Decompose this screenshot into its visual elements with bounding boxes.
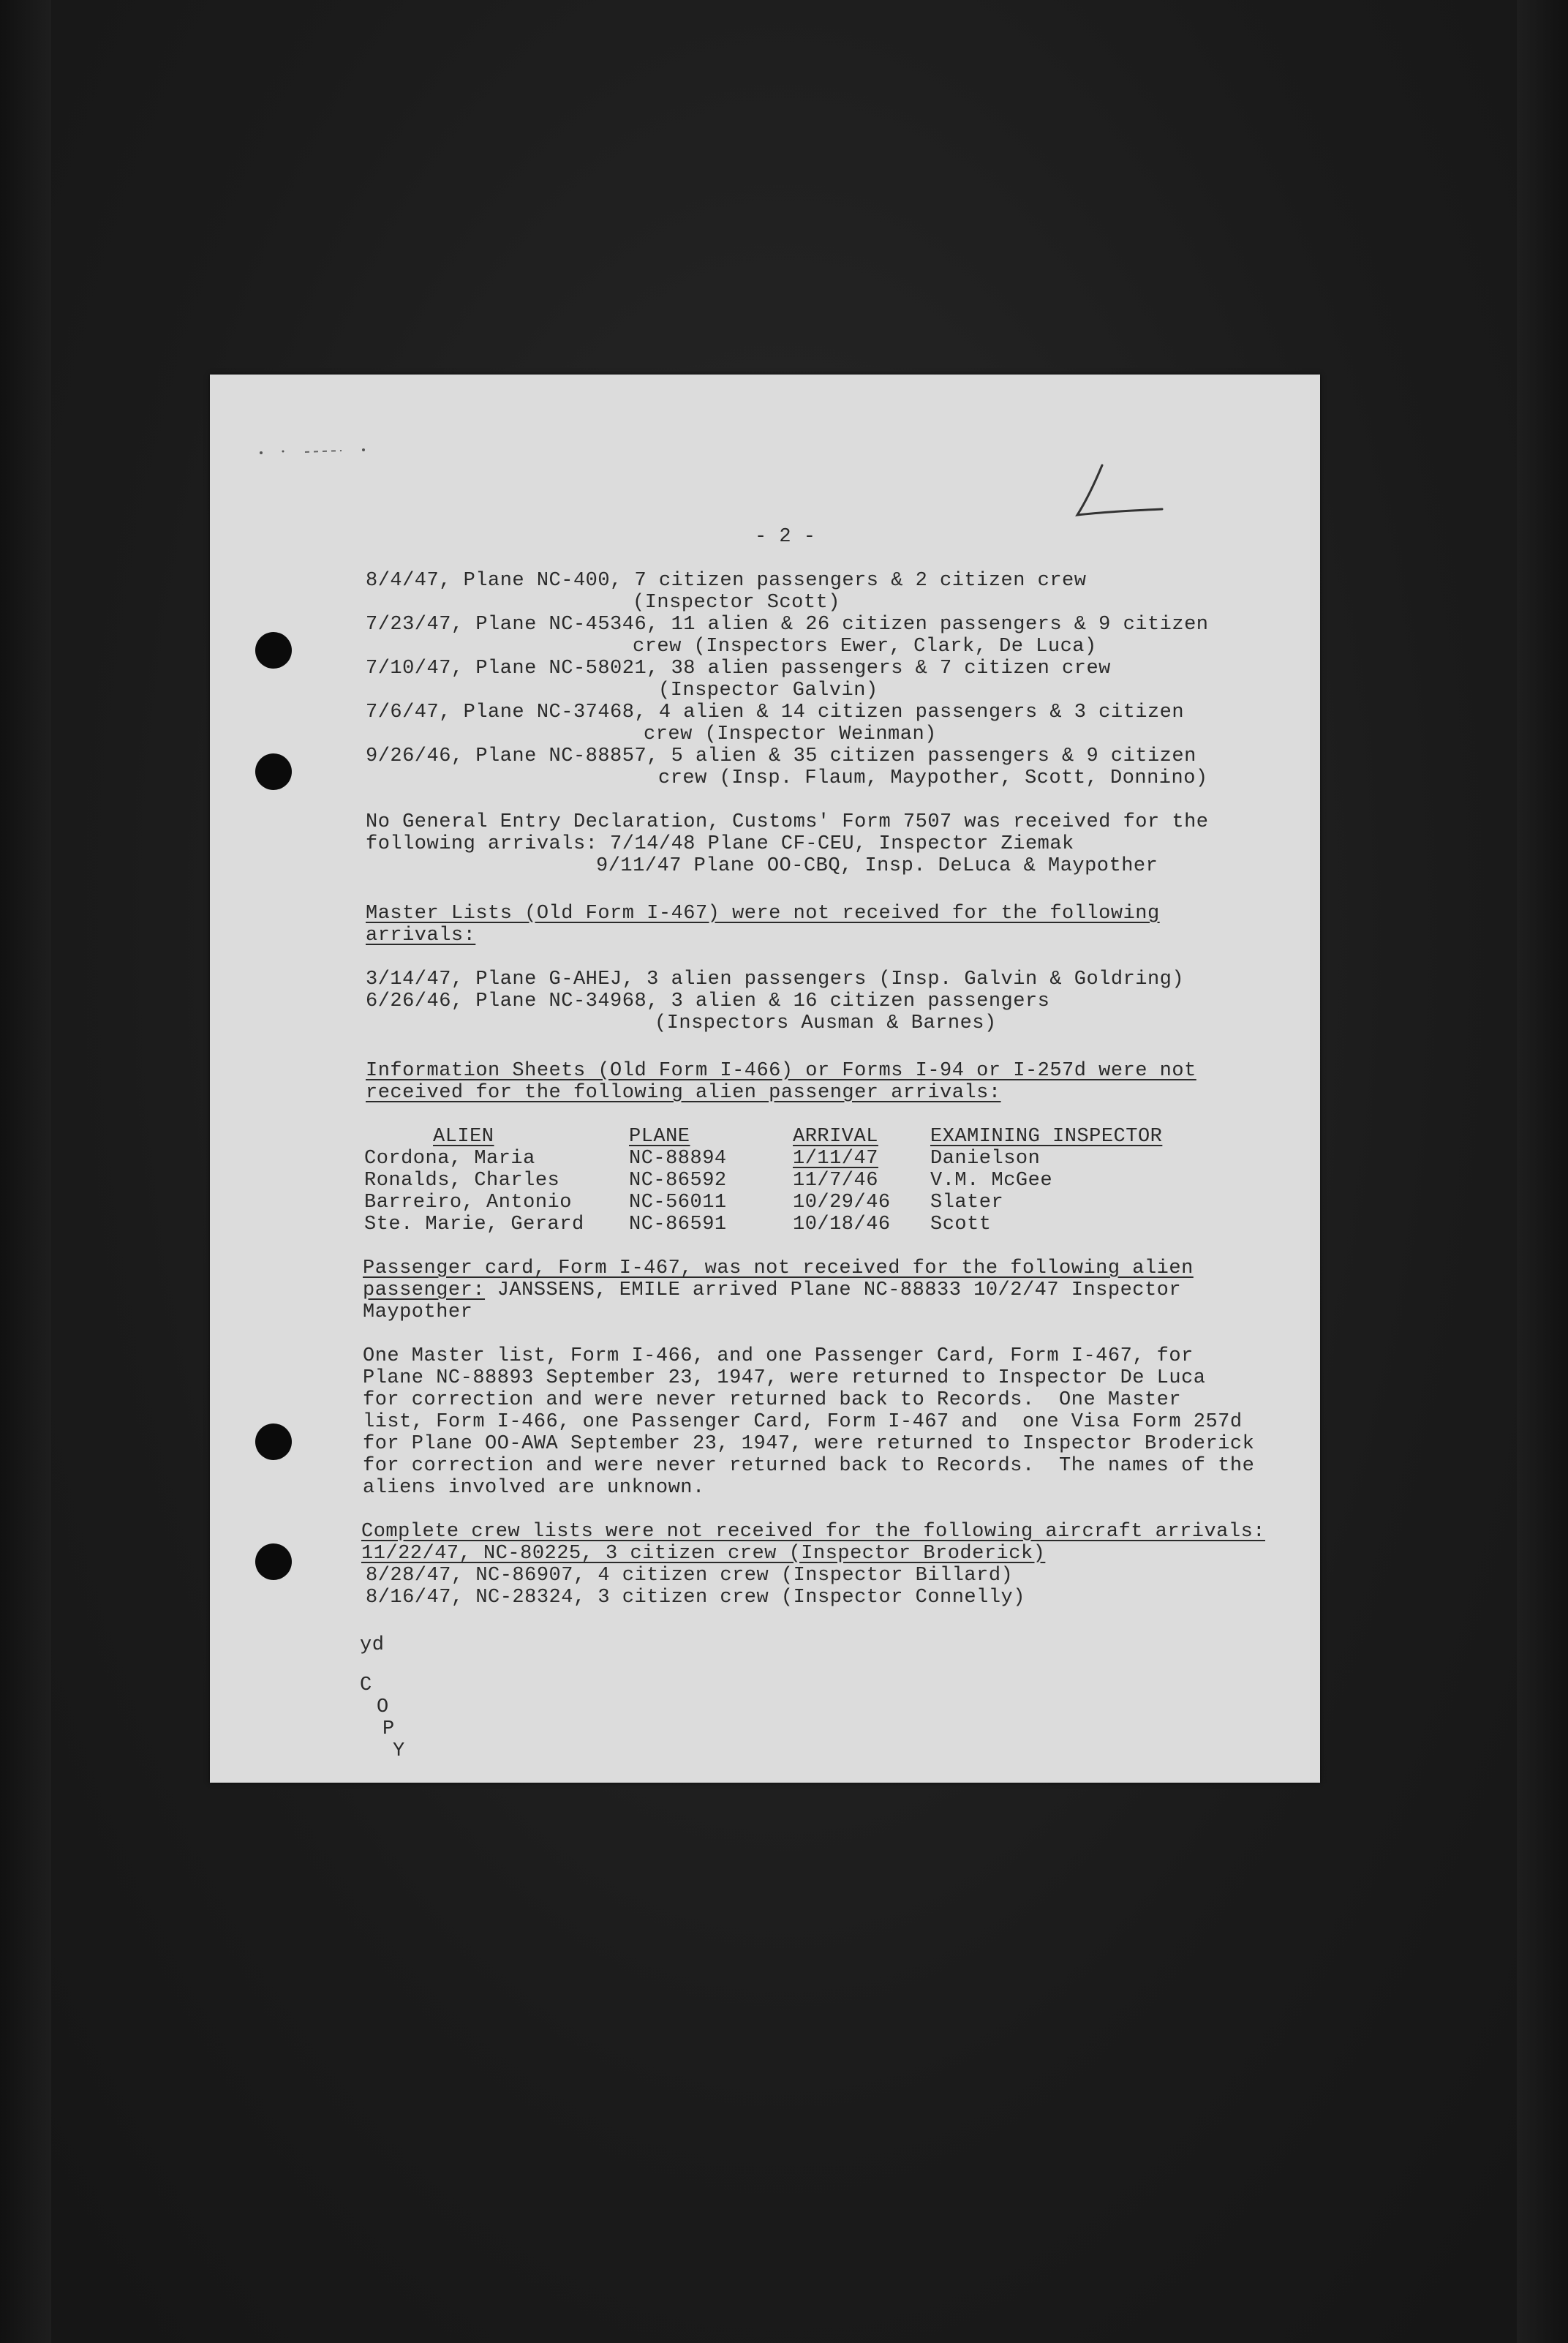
general-entry-text: 9/11/47 Plane OO-CBQ, Insp. DeLuca & Maypother xyxy=(596,855,1158,877)
table-cell-alien: Barreiro, Antonio xyxy=(364,1192,572,1214)
table-cell-plane: NC-88894 xyxy=(629,1148,727,1170)
copy-stamp-letter: Y xyxy=(393,1740,405,1762)
document-text xyxy=(210,375,1320,1783)
paragraph-line: for correction and were never returned back to Records. One Master xyxy=(363,1389,1182,1411)
master-lists-heading: arrivals: xyxy=(366,925,476,947)
document-page xyxy=(210,375,1320,1783)
crew-list-entry: 11/22/47, NC-80225, 3 citizen crew (Inspector Broderick) xyxy=(361,1543,1046,1565)
arrival-entry: 7/23/47, Plane NC-45346, 11 alien & 26 citizen passengers & 9 citizen xyxy=(366,614,1209,636)
column-header-arrival: ARRIVAL xyxy=(793,1126,878,1148)
table-cell-inspector: V.M. McGee xyxy=(930,1170,1053,1192)
general-entry-text: following arrivals: 7/14/48 Plane CF-CEU, Inspector Ziemak xyxy=(366,833,1074,855)
table-cell-alien: Ste. Marie, Gerard xyxy=(364,1214,584,1236)
master-lists-entry-detail: (Inspectors Ausman & Barnes) xyxy=(655,1012,997,1034)
arrival-entry-detail: crew (Inspectors Ewer, Clark, De Luca) xyxy=(633,636,1097,658)
table-cell-alien: Cordona, Maria xyxy=(364,1148,535,1170)
column-header-plane: PLANE xyxy=(629,1126,690,1148)
master-lists-entry: 6/26/46, Plane NC-34968, 3 alien & 16 citizen passengers xyxy=(366,990,1050,1012)
passenger-card-text xyxy=(363,1279,1181,1301)
table-cell-alien: Ronalds, Charles xyxy=(364,1170,560,1192)
arrival-entry-detail: (Inspector Scott) xyxy=(633,592,840,614)
arrival-entry-detail: crew (Insp. Flaum, Maypother, Scott, Donnino) xyxy=(658,767,1208,789)
passenger-card-heading: Passenger card, Form I-467, was not received for the following alien xyxy=(363,1257,1194,1279)
copy-stamp-letter: O xyxy=(377,1696,389,1718)
paragraph-line: One Master list, Form I-466, and one Passenger Card, Form I-467, for xyxy=(363,1345,1194,1367)
passenger-card-label: passenger: xyxy=(363,1279,486,1301)
passenger-card-detail: JANSSENS, EMILE arrived Plane NC-88833 10/2/47 Inspector xyxy=(485,1279,1182,1301)
table-cell-arrival: 10/18/46 xyxy=(793,1214,891,1236)
master-lists-entry: 3/14/47, Plane G-AHEJ, 3 alien passengers (Insp. Galvin & Goldring) xyxy=(366,969,1185,990)
arrival-entry: 8/4/47, Plane NC-400, 7 citizen passengers & 2 citizen crew xyxy=(366,570,1087,592)
table-cell-inspector: Scott xyxy=(930,1214,992,1236)
general-entry-text: No General Entry Declaration, Customs' Form 7507 was received for the xyxy=(366,811,1209,833)
master-lists-heading: Master Lists (Old Form I-467) were not received for the following xyxy=(366,903,1160,925)
arrival-entry-detail: crew (Inspector Weinman) xyxy=(644,723,937,745)
paragraph-line: aliens involved are unknown. xyxy=(363,1477,705,1499)
copy-stamp-letter: C xyxy=(360,1674,372,1696)
info-sheets-heading: Information Sheets (Old Form I-466) or Forms I-94 or I-257d were not xyxy=(366,1060,1196,1082)
table-cell-inspector: Slater xyxy=(930,1192,1004,1214)
arrival-entry: 7/6/47, Plane NC-37468, 4 alien & 14 citizen passengers & 3 citizen xyxy=(366,702,1185,723)
arrival-entry-detail: (Inspector Galvin) xyxy=(658,680,878,702)
passenger-card-text: Maypother xyxy=(363,1301,473,1323)
film-edge-left xyxy=(0,0,51,2343)
column-header-alien: ALIEN xyxy=(433,1126,494,1148)
arrival-entry: 9/26/46, Plane NC-88857, 5 alien & 35 citizen passengers & 9 citizen xyxy=(366,745,1196,767)
crew-list-entry: 8/16/47, NC-28324, 3 citizen crew (Inspector Connelly) xyxy=(366,1587,1025,1609)
info-sheets-heading: received for the following alien passenger arrivals: xyxy=(366,1082,1001,1104)
paragraph-line: Plane NC-88893 September 23, 1947, were returned to Inspector De Luca xyxy=(363,1367,1206,1389)
table-cell-arrival: 1/11/47 xyxy=(793,1148,878,1170)
column-header-inspector: EXAMINING INSPECTOR xyxy=(930,1126,1163,1148)
paragraph-line: for correction and were never returned back to Records. The names of the xyxy=(363,1455,1255,1477)
arrival-entry: 7/10/47, Plane NC-58021, 38 alien passengers & 7 citizen crew xyxy=(366,658,1111,680)
table-cell-plane: NC-86591 xyxy=(629,1214,727,1236)
paragraph-line: for Plane OO-AWA September 23, 1947, were returned to Inspector Broderick xyxy=(363,1433,1255,1455)
typist-initials: yd xyxy=(360,1634,385,1656)
crew-list-entry: 8/28/47, NC-86907, 4 citizen crew (Inspector Billard) xyxy=(366,1565,1014,1587)
table-cell-inspector: Danielson xyxy=(930,1148,1041,1170)
table-cell-plane: NC-56011 xyxy=(629,1192,727,1214)
table-cell-arrival: 10/29/46 xyxy=(793,1192,891,1214)
film-edge-right xyxy=(1517,0,1568,2343)
table-cell-plane: NC-86592 xyxy=(629,1170,727,1192)
crew-lists-heading: Complete crew lists were not received for the following aircraft arrivals: xyxy=(361,1521,1265,1543)
page-number: - 2 - xyxy=(755,526,816,548)
table-cell-arrival: 11/7/46 xyxy=(793,1170,878,1192)
paragraph-line: list, Form I-466, one Passenger Card, Form I-467 and one Visa Form 257d xyxy=(363,1411,1243,1433)
copy-stamp-letter: P xyxy=(382,1718,395,1740)
